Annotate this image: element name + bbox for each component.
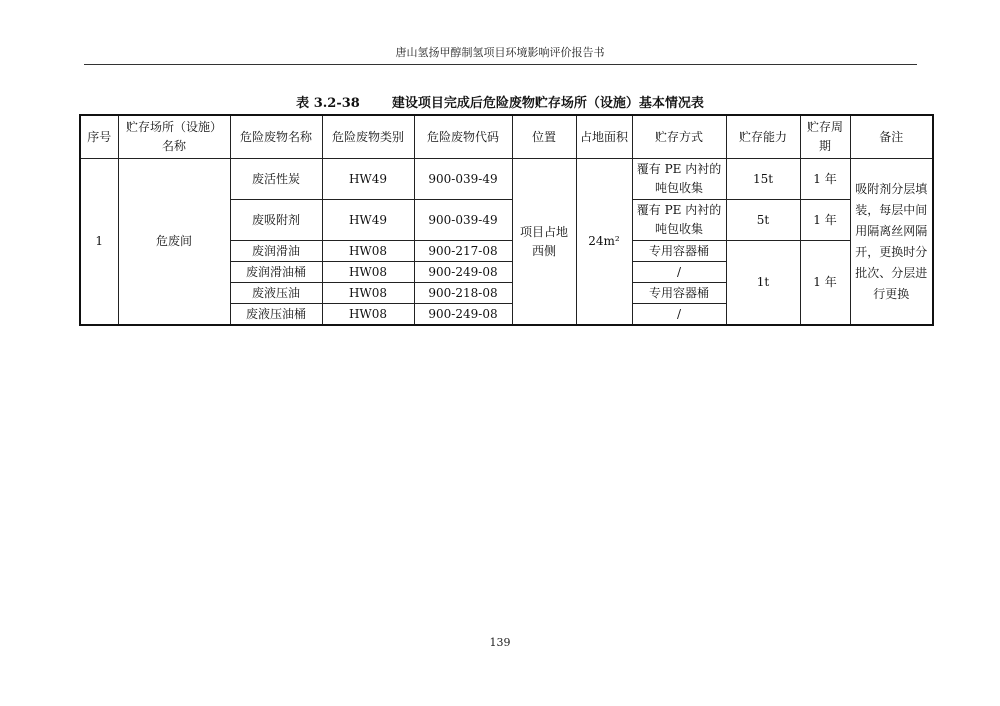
cell-waste-name: 废液压油 bbox=[230, 283, 322, 304]
cell-group-capacity: 1t bbox=[726, 241, 800, 326]
header-cycle: 贮存周期 bbox=[800, 115, 850, 159]
cell-storage-method: 专用容器桶 bbox=[632, 241, 726, 262]
table-title: 建设项目完成后危险废物贮存场所（设施）基本情况表 bbox=[391, 96, 704, 111]
table-row bbox=[80, 159, 933, 200]
cell-location: 项目占地西侧 bbox=[512, 159, 576, 326]
header-waste-name: 危险废物名称 bbox=[230, 115, 322, 159]
cell-seq: 1 bbox=[80, 159, 118, 326]
cell-waste-category: HW49 bbox=[322, 159, 414, 200]
header-waste-category: 危险废物类别 bbox=[322, 115, 414, 159]
cell-capacity: 5t bbox=[726, 200, 800, 241]
cell-waste-code: 900-039-49 bbox=[414, 159, 512, 200]
header-site: 贮存场所（设施）名称 bbox=[118, 115, 230, 159]
cell-cycle: 1 年 bbox=[800, 159, 850, 200]
header-waste-code: 危险废物代码 bbox=[414, 115, 512, 159]
header-capacity: 贮存能力 bbox=[726, 115, 800, 159]
cell-storage-method: 覆有 PE 内衬的吨包收集 bbox=[632, 159, 726, 200]
cell-waste-code: 900-039-49 bbox=[414, 200, 512, 241]
cell-area: 24m² bbox=[576, 159, 632, 326]
cell-waste-category: HW08 bbox=[322, 241, 414, 262]
cell-waste-category: HW08 bbox=[322, 283, 414, 304]
cell-waste-code: 900-217-08 bbox=[414, 241, 512, 262]
page-number: 139 bbox=[489, 636, 511, 649]
report-header-title: 唐山氢扬甲醇制氢项目环境影响评价报告书 bbox=[395, 46, 605, 59]
cell-storage-method: 专用容器桶 bbox=[632, 283, 726, 304]
header-area: 占地面积 bbox=[576, 115, 632, 159]
cell-storage-method: 覆有 PE 内衬的吨包收集 bbox=[632, 200, 726, 241]
cell-waste-category: HW49 bbox=[322, 200, 414, 241]
table-number: 表 3.2-38 bbox=[296, 96, 360, 111]
cell-storage-method: / bbox=[632, 262, 726, 283]
cell-storage-method: / bbox=[632, 304, 726, 326]
table-caption bbox=[0, 92, 1000, 111]
hazardous-waste-storage-table bbox=[79, 114, 934, 326]
table-header-row bbox=[80, 115, 933, 159]
header-seq: 序号 bbox=[80, 115, 118, 159]
header-divider bbox=[84, 64, 917, 65]
cell-site: 危废间 bbox=[118, 159, 230, 326]
cell-cycle: 1 年 bbox=[800, 200, 850, 241]
cell-waste-name: 废润滑油 bbox=[230, 241, 322, 262]
header-remarks: 备注 bbox=[850, 115, 933, 159]
cell-waste-name: 废润滑油桶 bbox=[230, 262, 322, 283]
cell-waste-name: 废液压油桶 bbox=[230, 304, 322, 326]
header-storage-method: 贮存方式 bbox=[632, 115, 726, 159]
cell-waste-code: 900-249-08 bbox=[414, 304, 512, 326]
cell-waste-category: HW08 bbox=[322, 304, 414, 326]
cell-waste-name: 废吸附剂 bbox=[230, 200, 322, 241]
cell-waste-category: HW08 bbox=[322, 262, 414, 283]
cell-waste-name: 废活性炭 bbox=[230, 159, 322, 200]
cell-remarks: 吸附剂分层填装，每层中间用隔离丝网隔开，更换时分批次、分层进行更换 bbox=[850, 159, 933, 326]
cell-group-cycle: 1 年 bbox=[800, 241, 850, 326]
cell-waste-code: 900-249-08 bbox=[414, 262, 512, 283]
cell-capacity: 15t bbox=[726, 159, 800, 200]
header-location: 位置 bbox=[512, 115, 576, 159]
cell-waste-code: 900-218-08 bbox=[414, 283, 512, 304]
